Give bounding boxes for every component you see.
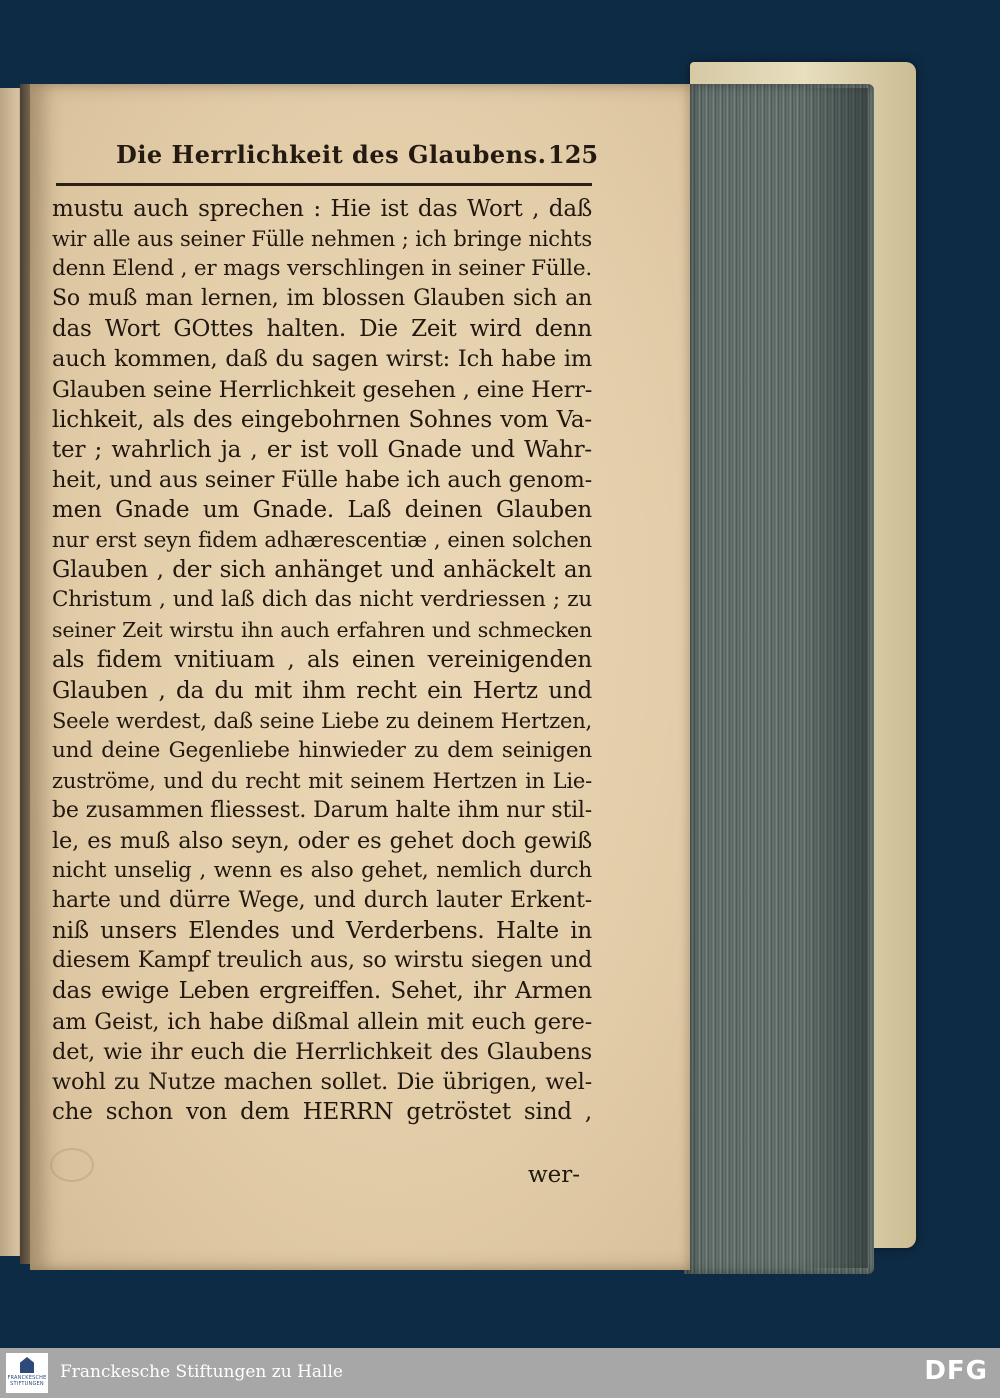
text-line: Christum , und laß dich das nicht verdriessen ; zu — [52, 587, 592, 613]
running-title: Die Herrlichkeit des Glaubens. — [116, 140, 547, 169]
text-line: be zusammen fliessest. Darum halte ihm nur stil- — [52, 797, 592, 823]
text-line: das Wort GOttes halten. Die Zeit wird denn — [52, 316, 592, 343]
faded-stamp — [50, 1148, 94, 1182]
text-line: det, wie ihr euch die Herrlichkeit des Glaubens — [52, 1038, 592, 1065]
text-line: wir alle aus seiner Fülle nehmen ; ich bringe nichts — [52, 227, 592, 252]
institution-name: Franckesche Stiftungen zu Halle — [60, 1362, 343, 1382]
page-number: 125 — [548, 140, 599, 169]
text-line: auch kommen, daß du sagen wirst: Ich habe im — [52, 346, 592, 373]
text-line: diesem Kampf treulich aus, so wirstu siegen und — [52, 948, 592, 974]
text-line: harte und dürre Wege, und durch lauter Erkent- — [52, 888, 592, 914]
text-line: nicht unselig , wenn es also gehet, nemlich durch — [52, 858, 592, 884]
text-line: zuströme, und du recht mit seinem Hertzen in Lie- — [52, 768, 592, 793]
text-line: am Geist, ich habe dißmal allein mit euch gere- — [52, 1008, 592, 1035]
text-line: und deine Gegenliebe hinwieder zu dem seinigen — [52, 737, 592, 763]
text-line: Seele werdest, daß seine Liebe zu deinem Hertzen, — [52, 708, 592, 733]
text-line: ter ; wahrlich ja , er ist voll Gnade und Wahr- — [52, 436, 592, 463]
text-line: niß unsers Elendes und Verderbens. Halte in — [52, 918, 592, 945]
logo-caption: FRANCKESCHE STIFTUNGEN — [7, 1375, 47, 1387]
text-line: men Gnade um Gnade. Laß deinen Glauben — [52, 496, 592, 523]
text-line: wohl zu Nutze machen sollet. Die übrigen, wel- — [52, 1068, 592, 1095]
text-line: mustu auch sprechen : Hie ist das Wort , daß — [52, 196, 592, 222]
text-line: das ewige Leben ergreiffen. Sehet, ihr Armen — [52, 978, 592, 1005]
building-icon — [20, 1357, 34, 1373]
catchword: wer- — [528, 1162, 581, 1188]
institution-logo[interactable] — [6, 1353, 48, 1393]
text-line: So muß man lernen, im blossen Glauben sich an — [52, 286, 592, 312]
dfg-logo[interactable]: DFG — [924, 1356, 988, 1386]
text-line: Glauben , der sich anhänget und anhäckelt an — [52, 557, 592, 584]
text-line: lichkeit, als des eingebohrnen Sohnes vom Va- — [52, 406, 592, 433]
page-edges-shadow — [800, 88, 868, 1268]
text-line: seiner Zeit wirstu ihn auch erfahren und schmecken — [52, 618, 592, 643]
header-rule — [56, 183, 592, 186]
text-line: denn Elend , er mags verschlingen in seiner Fülle. — [52, 256, 592, 282]
viewer-footer — [0, 1348, 1000, 1398]
page-body-text — [52, 194, 592, 1127]
text-line: Glauben seine Herrlichkeit gesehen , eine Herr- — [52, 376, 593, 403]
text-line: che schon von dem HERRN getröstet sind , — [52, 1098, 592, 1125]
text-line: nur erst seyn fidem adhærescentiæ , einen solchen — [52, 528, 592, 553]
text-line: Glauben , da du mit ihm recht ein Hertz und — [52, 677, 592, 704]
text-line: heit, und aus seiner Fülle habe ich auch genom- — [52, 466, 592, 493]
text-line: le, es muß also seyn, oder es gehet doch gewiß — [52, 827, 592, 854]
text-line: als fidem vnitiuam , als einen vereinigenden — [52, 647, 592, 674]
